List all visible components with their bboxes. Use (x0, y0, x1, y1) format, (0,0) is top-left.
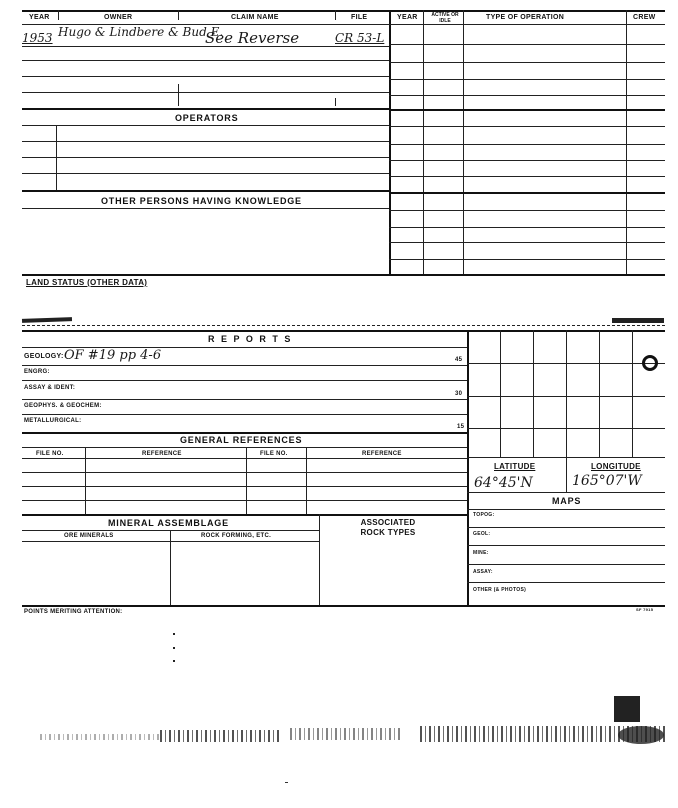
grid-line (566, 330, 567, 457)
speck (173, 647, 175, 649)
geophys-label: GEOPHYS. & GEOCHEM: (24, 403, 102, 409)
header-type-of-operation: TYPE OF OPERATION (486, 14, 565, 21)
divider (463, 10, 464, 275)
maps-assay: ASSAY: (473, 569, 493, 575)
divider (335, 98, 336, 106)
row-rule (467, 492, 665, 493)
scan-noise (40, 734, 160, 740)
row-rule (22, 141, 389, 142)
row-rule (389, 210, 665, 211)
divider (170, 530, 171, 605)
row-rule (22, 365, 467, 366)
divider (178, 84, 179, 106)
divider (178, 10, 179, 20)
row-rule (22, 60, 389, 61)
row-rule (22, 208, 389, 209)
scan-mark (618, 726, 664, 744)
metallurgical-label: METALLURGICAL: (24, 418, 82, 424)
speck (173, 633, 175, 635)
rock-forming-label: ROCK FORMING, ETC. (201, 533, 272, 539)
ore-minerals-label: ORE MINERALS (64, 533, 114, 539)
top-border (22, 10, 665, 12)
location-marker (642, 355, 658, 371)
grid-line (500, 330, 501, 457)
row-rule (22, 458, 467, 459)
row-rule (389, 242, 665, 243)
scan-mark (22, 317, 72, 323)
bottom-rule (22, 605, 665, 607)
maps-title: MAPS (552, 496, 582, 506)
assay-label: ASSAY & IDENT: (24, 385, 76, 391)
grid-line (599, 330, 600, 457)
longitude-value: 165°07'W (572, 473, 642, 489)
num-30: 30 (455, 391, 463, 397)
row-rule (389, 95, 665, 96)
row-rule (22, 190, 389, 192)
row1-claim-name: See Reverse (205, 29, 300, 47)
form-number: SF 7915 (636, 607, 654, 612)
row-rule (22, 447, 467, 448)
row-rule (467, 545, 665, 546)
header-crew: CREW (633, 14, 656, 21)
maps-mine: MINE: (473, 550, 489, 556)
geology-label: GEOLOGY: (24, 353, 64, 360)
geology-value: OF #19 pp 4-6 (64, 348, 162, 363)
row-rule (389, 192, 665, 194)
num-45: 45 (455, 357, 463, 363)
maps-other: OTHER (& PHOTOS) (473, 587, 527, 593)
scan-noise (160, 730, 280, 742)
header-file: FILE (351, 14, 368, 21)
row-rule (22, 157, 389, 158)
header-year-2: YEAR (397, 14, 418, 21)
row-rule (389, 259, 665, 260)
other-persons-label: OTHER PERSONS HAVING KNOWLEDGE (101, 196, 302, 206)
row-rule (22, 472, 467, 473)
row-rule (389, 44, 665, 45)
grid-line (632, 330, 633, 457)
operators-label: OPERATORS (175, 113, 239, 123)
gr-col-file-no-1: FILE NO. (36, 451, 64, 457)
row-rule (467, 527, 665, 528)
maps-topog: TOPOG: (473, 512, 495, 518)
row-rule (389, 109, 665, 111)
row-rule (389, 62, 665, 63)
latitude-label: LATITUDE (494, 462, 536, 471)
row1-year: 1953 (22, 31, 53, 45)
row-rule (22, 380, 467, 381)
row1-file: CR 53-L (335, 31, 385, 45)
maps-geol: GEOL: (473, 531, 491, 537)
reports-top (22, 330, 467, 332)
section-divider (389, 10, 391, 275)
divider (566, 457, 567, 492)
scan-rule (22, 325, 665, 326)
row-rule (22, 173, 389, 174)
header-year: YEAR (29, 14, 50, 21)
top-table-bottom (22, 274, 665, 276)
row-rule (467, 582, 665, 583)
gr-col-reference-1: REFERENCE (142, 451, 182, 457)
divider (319, 514, 320, 605)
row-rule (22, 108, 389, 110)
row-rule (22, 514, 467, 516)
scan-mark (614, 696, 640, 722)
row-rule (467, 509, 665, 510)
num-15: 15 (457, 424, 465, 430)
divider (626, 10, 627, 275)
row-rule (389, 144, 665, 145)
associated-rock-types-label: ASSOCIATED ROCK TYPES (360, 518, 416, 537)
row-rule (389, 176, 665, 177)
grid-line (467, 363, 665, 364)
speck (173, 660, 175, 662)
row-rule (389, 126, 665, 127)
divider (335, 10, 336, 20)
longitude-label: LONGITUDE (591, 462, 641, 471)
engrg-label: ENGRG: (24, 369, 50, 375)
gr-col-file-no-2: FILE NO. (260, 451, 288, 457)
mineral-assemblage-title: MINERAL ASSEMBLAGE (108, 518, 229, 528)
row-rule (22, 76, 389, 77)
row-rule (389, 79, 665, 80)
grid-line (467, 428, 665, 429)
grid-line (533, 330, 534, 457)
scan-mark (612, 318, 664, 323)
points-meriting-attention-label: POINTS MERITING ATTENTION: (24, 609, 123, 615)
land-status-label: LAND STATUS (OTHER DATA) (26, 278, 148, 287)
row-rule (22, 414, 467, 415)
divider (58, 10, 59, 20)
latitude-value: 64°45'N (474, 475, 533, 491)
reports-title: R E P O R T S (208, 334, 293, 344)
row-rule (22, 125, 389, 126)
header-claim-name: CLAIM NAME (231, 14, 279, 21)
row-rule (389, 160, 665, 161)
general-references-title: GENERAL REFERENCES (180, 435, 303, 445)
row-rule (22, 399, 467, 400)
row-rule (22, 92, 389, 93)
header-owner: OWNER (104, 14, 133, 21)
gr-col-reference-2: REFERENCE (362, 451, 402, 457)
divider (423, 10, 424, 275)
row-rule (467, 564, 665, 565)
grid-line (467, 396, 665, 397)
header-active-idle: ACTIVE OR IDLE (431, 12, 459, 24)
speck (285, 782, 288, 783)
row-rule (389, 227, 665, 228)
row-rule (22, 46, 389, 47)
row-rule (22, 432, 467, 434)
row-rule (22, 486, 467, 487)
scan-noise (290, 728, 400, 740)
row1-owner: Hugo & Lindbere & Bud E. (58, 25, 224, 39)
row-rule (22, 500, 467, 501)
